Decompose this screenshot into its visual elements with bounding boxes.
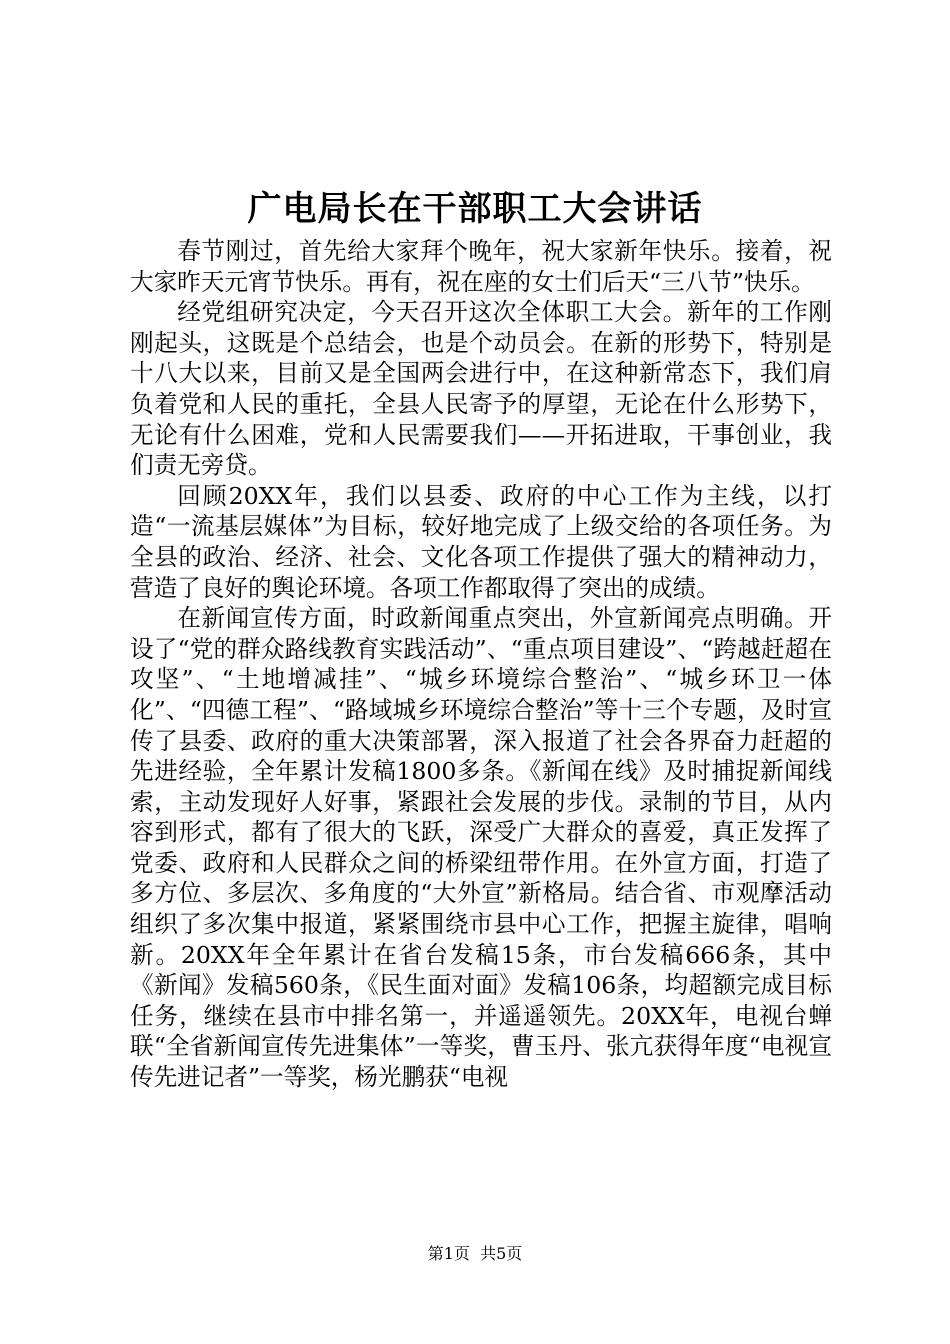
document-body (130, 236, 832, 1093)
page-footer (0, 1244, 950, 1264)
paragraph-greeting: 春节刚过，首先给大家拜个晚年，祝大家新年快乐。接着，祝大家昨天元宵节快乐。再有，祝在座的女士们后天“三八节”快乐。 (130, 237, 832, 296)
document-title: 广电局长在干部职工大会讲话 (247, 189, 703, 229)
page-number: 第1页 (427, 1244, 470, 1263)
paragraph-news-publicity: 在新闻宣传方面，时政新闻重点突出，外宣新闻亮点明确。开设了“党的群众路线教育实践活动”、“重点项目建设”、“跨越赶超在攻坚”、“土地增减挂”、“城乡环境综合整治”、“城乡环卫一体化”、“四德工程”、“路域城乡环境综合整治”等十三个专题，及时宣传了县委、政府的重大决策部署，深入报道了社会各界奋力赶超的先进经验，全年累计发稿1800多条。《新闻在线》及时捕捉新闻线索，主动发现好人好事，紧跟社会发展的步伐。录制的节目，从内容到形式，都有了很大的飞跃，深受广大群众的喜爱，真正发挥了党委、政府和人民群众之间的桥梁纽带作用。在外宣方面，打造了多方位、多层次、多角度的“大外宣”新格局。结合省、市观摩活动组织了多次集中报道，紧紧围绕市县中心工作，把握主旋律，唱响新。20XX年全年累计在省台发稿15条，市台发稿666条，其中《新闻》发稿560条，《民生面对面》发稿106条，均超额完成目标任务，继续在县市中排名第一，并遥遥领先。20XX年，电视台蝉联“全省新闻宣传先进集体”一等奖，曹玉丹、张亢获得年度“电视宣传先进记者”一等奖，杨光鹏获“电视 (130, 604, 832, 1092)
footer-spacer (470, 1244, 480, 1263)
paragraph-annual-review: 回顾20XX年，我们以县委、政府的中心工作为主线，以打造“一流基层媒体”为目标，较好地完成了上级交给的各项任务。为全县的政治、经济、社会、文化各项工作提供了强大的精神动力，营造了良好的舆论环境。各项工作都取得了突出的成绩。 (130, 481, 832, 602)
page-total: 共5页 (480, 1244, 523, 1263)
paragraph-meeting-purpose: 经党组研究决定，今天召开这次全体职工大会。新年的工作刚刚起头，这既是个总结会，也是个动员会。在新的形势下，特别是十八大以来，目前又是全国两会进行中，在这种新常态下，我们肩负着党和人民的重托，全县人民寄予的厚望，无论在什么形势下，无论有什么困难，党和人民需要我们——开拓进取，干事创业，我们责无旁贷。 (130, 298, 832, 480)
